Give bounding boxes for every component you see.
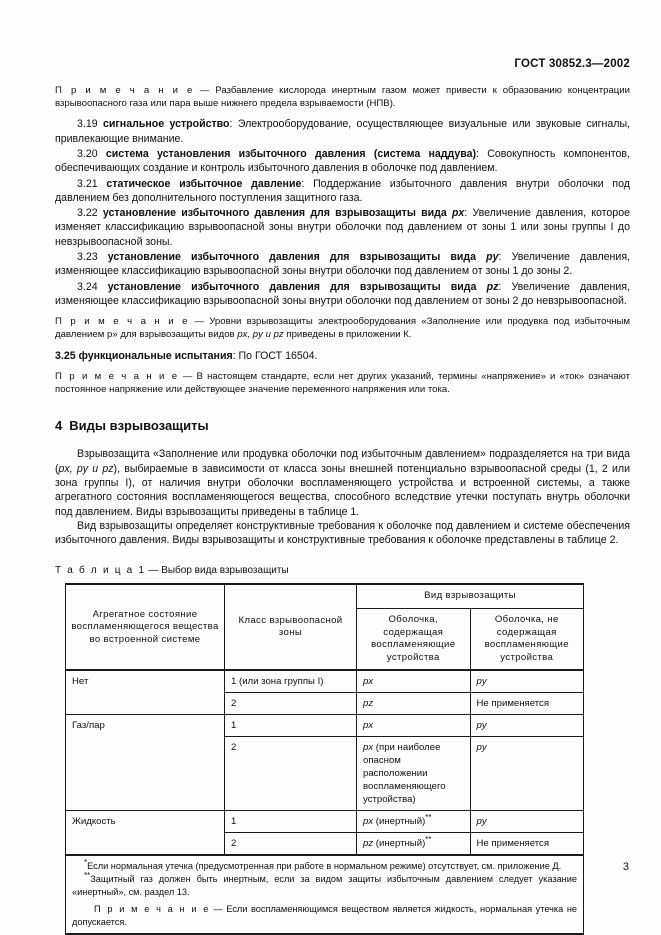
clause-3-22 xyxy=(55,206,630,249)
clause-separator: : xyxy=(229,118,238,131)
clause-3-25 xyxy=(55,349,630,363)
clause-definition: Увеличение давления, изменяющее классификацию взрывоопасной зоны внутри оболочки под давлением от зоны 1 до зоны 2. xyxy=(55,251,630,278)
cell-with-device xyxy=(357,811,471,833)
clause-3-24 xyxy=(55,280,630,309)
note-label: П р и м е ч а н и е xyxy=(94,904,210,915)
footnote-1 xyxy=(72,860,577,873)
clause-term: функциональные испытания xyxy=(78,349,233,362)
cell-zone-class: 2 xyxy=(225,693,357,715)
clause-separator: : xyxy=(498,251,512,264)
clause-term: установление избыточного давления для взрывозащиты вида xyxy=(102,207,452,220)
section-paragraph-1 xyxy=(55,447,630,518)
note-dash: — xyxy=(189,316,210,328)
cell-with-device-detail: (инертный) xyxy=(373,838,426,850)
table-footnote-row xyxy=(66,855,584,934)
clause-term: система установления избыточного давления (система наддува) xyxy=(105,148,477,160)
section-heading-4 xyxy=(55,418,630,433)
cell-with-device-value: px xyxy=(363,742,374,754)
table-body xyxy=(66,670,584,934)
note-dash: — xyxy=(193,85,216,96)
clause-definition: Поддержание избыточного давления внутри оболочки под давлением без дополнительного поступления защитного газа. xyxy=(55,177,630,204)
header-enclosure-without-device: Оболочка, не содержащая воспламеняющие устройства xyxy=(470,609,584,671)
footnote-marker: ** xyxy=(425,835,432,845)
clause-separator: : xyxy=(232,349,239,362)
clause-term: установление избыточного давления для взрывозащиты вида xyxy=(107,251,487,264)
cell-without-device xyxy=(470,737,584,811)
table-row xyxy=(66,811,584,833)
note-text: Разбавление кислорода инертным газом может привести к образованию концентрации взрывоопасного газа или пара выше нижнего предела взрываемости (НПВ). xyxy=(55,85,630,110)
section-number: 4 xyxy=(55,418,63,434)
clause-number: 3.23 xyxy=(77,251,98,264)
cell-without-device-value: py xyxy=(476,676,487,688)
clause-term-variable: px xyxy=(451,207,465,220)
footnote-marker: ** xyxy=(84,871,91,881)
table-row xyxy=(66,715,584,737)
note-text: В настоящем стандарте, если нет других указаний, термины «напряжение» и «ток» означают постоянное напряжение или действующее значение переменного напряжения или тока. xyxy=(55,370,630,396)
cell-without-device xyxy=(470,715,584,737)
table-caption-label: Т а б л и ц а 1 xyxy=(55,565,146,577)
cell-aggregate-state: Газ/пар xyxy=(66,715,225,811)
table-row xyxy=(66,670,584,693)
cell-without-device-value: py xyxy=(476,816,487,828)
cell-aggregate-state: Нет xyxy=(66,670,225,715)
note-voltage-current xyxy=(55,370,630,396)
table-caption-text: Выбор вида взрывозащиты xyxy=(161,565,289,577)
table-header xyxy=(66,584,584,670)
note-label: П р и м е ч а н и е xyxy=(55,370,179,382)
clause-term-variable: pz xyxy=(486,280,499,293)
section-paragraph-2 xyxy=(55,519,630,548)
paragraph-text-part2: ), выбираемые в зависимости от класса зоны внешней потенциально взрывоопасной среды (1, 2 или зона группы I), от наличия внутри оболочки воспламеняющего устройства и встроенной системы, а также агрегатного состояния воспламеняющегося вещества, способного вследствие утечки поступать внутрь оболочки под давлением. Виды взрывозащиты приведены в таблице 1. xyxy=(55,462,631,518)
note-text: Если воспламеняющимся веществом является жидкость, нормальная утечка не допускается. xyxy=(72,904,578,928)
note-text-after: приведены в приложении К. xyxy=(283,329,412,341)
clause-separator: : xyxy=(464,207,473,220)
note-label: П р и м е ч а н и е xyxy=(55,316,190,328)
footnote-marker: ** xyxy=(425,813,432,823)
cell-with-device xyxy=(357,715,471,737)
clause-3-23 xyxy=(55,250,630,279)
clause-term: статическое избыточное давление xyxy=(106,177,302,190)
clause-number: 3.20 xyxy=(77,148,98,160)
footnote-text: Если нормальная утечка (предусмотренная при работе в нормальном режиме) отсутствует, см. приложение Д. xyxy=(87,861,562,872)
cell-with-device xyxy=(357,833,471,856)
page-number: 3 xyxy=(622,861,629,873)
table-header-row-1 xyxy=(66,584,584,608)
cell-with-device-detail: (при наиболее опасном расположении воспламеняющего устройства) xyxy=(363,742,446,806)
note-protection-levels xyxy=(55,315,630,341)
clause-term: сигнальное устройство xyxy=(102,118,230,131)
note-text-before: Уровни взрывозащиты электрооборудования «Заполнение или продувка под избыточным давлением p» для взрывозащиты видов xyxy=(55,316,630,341)
cell-with-device-detail: (инертный) xyxy=(373,816,426,828)
clause-term-variable: py xyxy=(486,251,499,264)
cell-without-device xyxy=(470,670,584,693)
cell-with-device xyxy=(357,670,471,693)
cell-zone-class: 2 xyxy=(225,737,357,811)
clause-definition: Совокупность компонентов, обеспечивающих создание и контроль избыточного давления в оболочке под давлением. xyxy=(55,148,630,175)
cell-with-device-value: pz xyxy=(363,838,374,850)
footnote-2 xyxy=(72,873,577,899)
cell-with-device-value: px xyxy=(363,816,374,828)
cell-zone-class: 1 xyxy=(225,811,357,833)
note-dash: — xyxy=(209,904,227,915)
clause-definition: Электрооборудование, осуществляющее визуальные или звуковые сигналы, привлекающие внимание. xyxy=(55,118,631,145)
cell-without-device: Не применяется xyxy=(470,693,584,715)
clause-number: 3.22 xyxy=(77,207,98,220)
cell-without-device-value: py xyxy=(476,742,487,754)
note-label: П р и м е ч а н и е xyxy=(55,85,194,96)
clause-term: установление избыточного давления для взрывозащиты вида xyxy=(107,280,487,293)
cell-with-device-value: px xyxy=(363,720,374,732)
table-footnotes xyxy=(66,855,584,934)
footnote-marker: * xyxy=(84,858,88,868)
clause-definition: По ГОСТ 16504. xyxy=(238,349,318,362)
clause-number: 3.21 xyxy=(77,177,98,190)
clause-separator: : xyxy=(498,280,512,293)
clause-3-21 xyxy=(55,177,630,206)
cell-with-device-value: pz xyxy=(363,698,374,710)
note-variables: px, py и pz xyxy=(237,329,284,341)
section-title: Виды взрывозащиты xyxy=(69,418,209,434)
clause-definition: Увеличение давления, которое изменяет классификацию взрывоопасной зоны внутри оболочки под давлением от зоны 1 или зоны группы I до невзрывоопасной зоны. xyxy=(55,207,630,248)
cell-with-device-value: px xyxy=(363,676,374,688)
table1-caption xyxy=(55,565,630,576)
table-selection-of-protection-type xyxy=(65,583,584,935)
cell-zone-class: 1 xyxy=(225,715,357,737)
cell-with-device xyxy=(357,693,471,715)
cell-without-device: Не применяется xyxy=(470,833,584,856)
clause-separator: : xyxy=(476,148,488,160)
footnote-note xyxy=(72,903,577,929)
footnote-text: Защитный газ должен быть инертным, если за видом защиты избыточным давлением следует указание «инертный», см. раздел 13. xyxy=(72,874,577,898)
header-hazard-zone-class: Класс взрывоопасной зоны xyxy=(225,584,357,670)
clause-number: 3.25 xyxy=(55,349,76,362)
clause-definition: Увеличение давления, изменяющее классификацию взрывоопасной зоны внутри оболочки под давлением от зоны 2 до невзрывоопасной. xyxy=(55,280,630,307)
cell-without-device xyxy=(470,811,584,833)
cell-without-device-value: py xyxy=(476,720,487,732)
page-content xyxy=(55,58,630,935)
running-head: ГОСТ 30852.3—2002 xyxy=(514,58,630,70)
clause-3-20 xyxy=(55,147,630,176)
clause-3-19 xyxy=(55,117,630,146)
note-oxygen xyxy=(55,84,630,110)
header-protection-type-group: Вид взрывозащиты xyxy=(357,584,584,608)
paragraph-text-part1: Вид взрывозащиты определяет конструктивные требования к оболочке под давлением и системе обеспечения избыточного давления. Виды взрывозащиты и конструктивные требования к оболочке представлены в таблице 2. xyxy=(55,519,630,547)
paragraph-text-part1: Взрывозащита «Заполнение или продувка оболочки под избыточным давлением» подразделяется на три вида ( xyxy=(55,448,630,475)
header-enclosure-with-device: Оболочка, содержащая воспламеняющие устройства xyxy=(357,609,471,671)
table-caption-dash: — xyxy=(145,565,162,577)
clause-number: 3.19 xyxy=(77,118,98,131)
cell-aggregate-state: Жидкость xyxy=(66,811,225,856)
clause-number: 3.24 xyxy=(77,280,98,293)
clause-separator: : xyxy=(301,177,314,190)
cell-zone-class: 2 xyxy=(225,833,357,856)
paragraph-variables: px, py и pz xyxy=(58,462,114,475)
cell-with-device xyxy=(357,737,471,811)
note-dash: — xyxy=(178,370,197,382)
header-aggregate-state: Агрегатное состояние воспламеняющегося вещества во встроенной системе xyxy=(66,584,225,670)
cell-zone-class: 1 (или зона группы I) xyxy=(225,670,357,693)
